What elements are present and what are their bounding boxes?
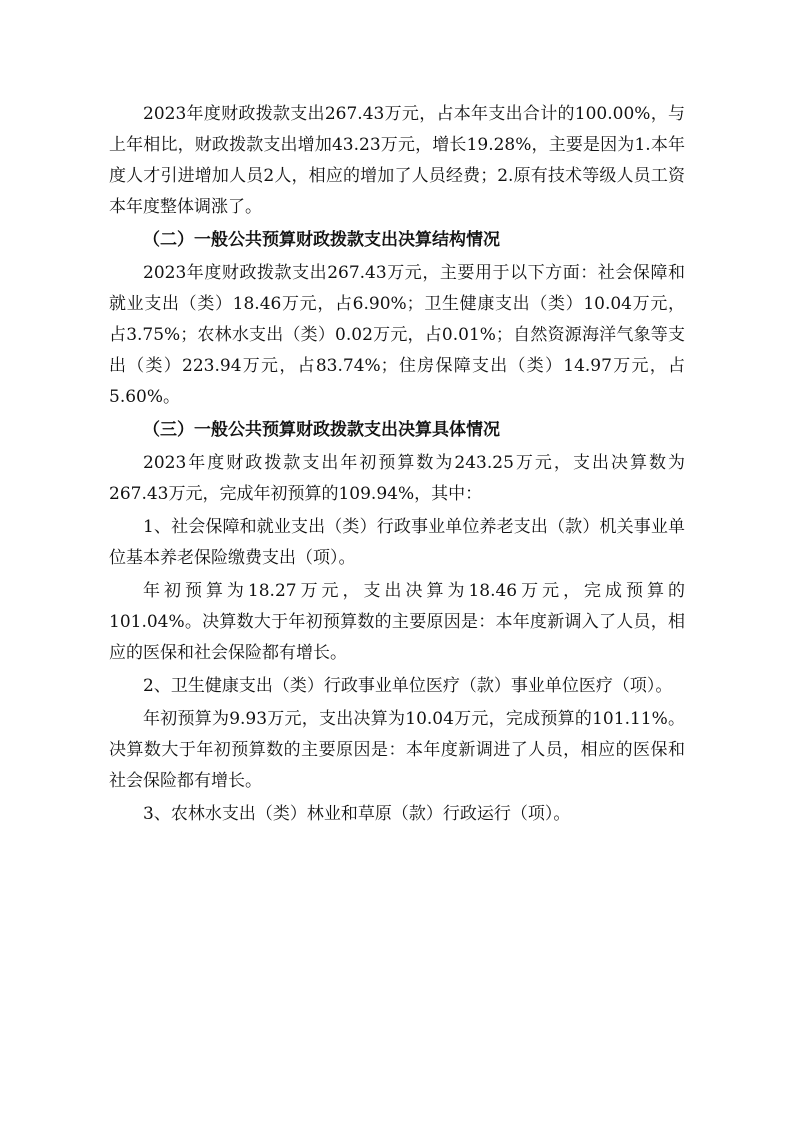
paragraph-expenditure-structure: 2023年度财政拨款支出267.43万元，主要用于以下方面：社会保障和就业支出（类）18.46万元，占6.90%；卫生健康支出（类）10.04万元，占3.75%；农林水支出（类）0.02万元，占0.01%；自然资源海洋气象等支出（类）223.94万元，占83.74%；住房保障支出（类）14.97万元，占5.60%。 [109,263,685,407]
item-2-body: 年初预算为9.93万元，支出决算为10.04万元，完成预算的101.11%。决算数大于年初预算数的主要原因是：本年度新调进了人员，相应的医保和社会保险都有增长。 [109,709,685,791]
document-body [109,99,685,832]
item-2-title: 2、卫生健康支出（类）行政事业单位医疗（款）事业单位医疗（项）。 [143,676,673,696]
paragraph-expenditure-total: 2023年度财政拨款支出267.43万元，占本年支出合计的100.00%，与上年相比，财政拨款支出增加43.23万元，增长19.28%，主要是因为1.本年度人才引进增加人员2人，相应的增加了人员经费；2.原有技术等级人员工资本年度整体调涨了。 [109,104,685,217]
section-heading-details: （三）一般公共预算财政拨款支出决算具体情况 [143,420,500,440]
paragraph-budget-completion: 2023年度财政拨款支出年初预算数为243.25万元，支出决算数为267.43万元，完成年初预算的109.94%，其中： [109,453,685,504]
section-heading-structure: （二）一般公共预算财政拨款支出决算结构情况 [143,230,500,250]
item-1-title: 1、社会保障和就业支出（类）行政事业单位养老支出（款）机关事业单位基本养老保险缴费支出（项）。 [109,517,685,568]
item-1-body: 年初预算为18.27万元，支出决算为18.46万元，完成预算的101.04%。决算数大于年初预算数的主要原因是：本年度新调入了人员，相应的医保和社会保险都有增长。 [109,581,685,663]
item-3-title: 3、农林水支出（类）林业和草原（款）行政运行（项）。 [143,804,571,824]
